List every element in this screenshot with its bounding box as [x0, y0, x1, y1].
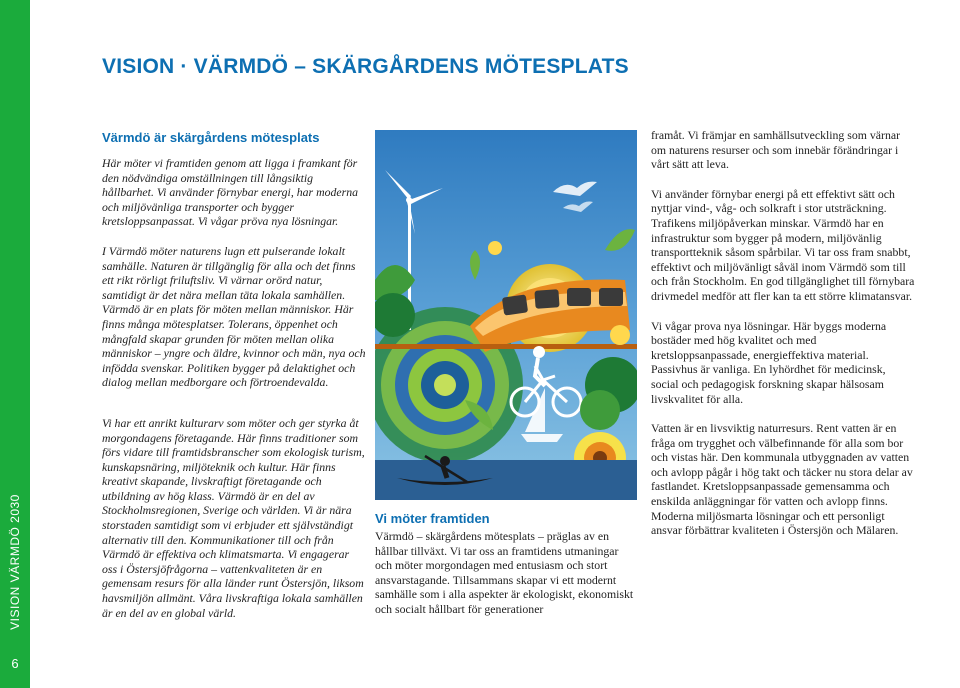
section-heading-meeting-place: Värmdö är skärgårdens mötesplats	[102, 130, 320, 145]
column-right	[651, 128, 916, 553]
energy-paragraph: Vi använder förnybar energi på ett effektivt sätt och nyttjar vind-, våg- och solkraft i stor utsträckning. Trafikens miljöpåverkan minskar. Värmdö har en infrastruktur som bygger på modern, miljövänlig transportteknik såsom spårbilar. Vi tar oss fram snabbt, effektivt och miljövänligt såväl inom Värmdö som till och från Stockholm. En god tillgänglighet till förnybara drivmedel medför att fler kan ta ett större klimatansvar.	[651, 186, 915, 303]
water-paragraph: Vatten är en livsviktig naturresurs. Rent vatten är en fråga om trygghet och välbefinnande för alla som bor och vistas här. Den kommunala utbyggnaden av vatten och avlopp pågår i hög takt och täcker nu stora delar av fastlandet. Kretsloppsanpassade gemensamma och enskilda anläggningar för vatten och avlopp finns. Moderna miljösmarta lösningar och ett personligt ansvar förbättrar kvaliteten i Östersjön och Mälaren.	[651, 421, 913, 538]
housing-paragraph: Vi vågar prova nya lösningar. Här byggs moderna bostäder med hög kvalitet och med kretsloppsanpassade, energieffektiva material. Passivhus är vanliga. En lyhördhet för medicinsk, social och pedagogisk forskning skapar hälsosam livskvalitet för alla.	[651, 318, 887, 406]
column-left	[102, 130, 367, 635]
side-bar	[0, 0, 30, 688]
culture-paragraph: Vi har ett anrikt kulturarv som möter och ger styrka åt morgondagens företagande. Här finns traditioner som förs vidare till framtidsbranscher som ekologisk turism, kunskapsnäring, miljöteknik och kultur. Här finns kreativt skapande, livskraftigt företagande och utbildning av hög klass. Värmdö är en del av Stockholmsregionen, Sverige och världen. Vi är nära storstaden samtidigt som vi erbjuder ett självständigt alternativ till den. Kommunikationer till och från Värmdö är effektiva och klimatsmarta. Vi engagerar oss i Östersjöfrågorna – vattenkvaliteten är en gemensam resurs för alla länder runt Östersjön, liksom havsmiljön allmänt. Våra livskraftiga lokala samhällen är en del av en global värld.	[102, 415, 365, 620]
illustration-art	[375, 130, 637, 500]
side-label: VISION VÄRMDÖ 2030	[8, 494, 22, 630]
nature-paragraph: I Värmdö möter naturens lugn ett pulserande lokalt samhälle. Naturen är tillgänglig för alla och det finns ett rikt rörligt friluftsliv. Vi värnar orörd natur, samtidigt är det nära mellan täta lokala samhällen. Värmdö är en plats för möten mellan människor. Här finns många mötesplatser. Tolerans, öppenhet och mångfald skapar grunden för möten mellan olika människor – yngre och äldre, kvinnor och män, nya och infödda svenskar. Politiken bygger på delaktighet och dialog mellan medborgare och förtroendevalda.	[102, 243, 366, 390]
intro-paragraph: Här möter vi framtiden genom att ligga i framkant för den nödvändiga omställningen till långsiktig hållbarhet. Vi använder förnybar energi, har moderna och miljövänliga transporter och bygger kretsloppsanpassat. Vi vågar pröva nya lösningar.	[102, 156, 359, 229]
page-title: VISION · VÄRMDÖ – SKÄRGÅRDENS MÖTESPLATS	[102, 55, 629, 78]
illustration	[375, 130, 637, 500]
continuation-paragraph: framåt. Vi främjar en samhällsutveckling som värnar om naturens resurser och som innebär förändringar i vårt sätt att leva.	[651, 128, 901, 172]
future-paragraph: Värmdö – skärgårdens mötesplats – präglas av en hållbar tillväxt. Vi tar oss an framtidens utmaningar och möter morgondagen med entusiasm och stort ansvarstagande. Tillsammans skapar vi ett modernt samhälle som i alla aspekter är ekologiskt, ekonomiskt och socialt hållbart för generationer	[375, 529, 634, 616]
kayak-icon	[375, 456, 637, 500]
column-middle	[375, 511, 637, 617]
section-heading-future: Vi möter framtiden	[375, 511, 490, 526]
page-number: 6	[11, 656, 19, 671]
